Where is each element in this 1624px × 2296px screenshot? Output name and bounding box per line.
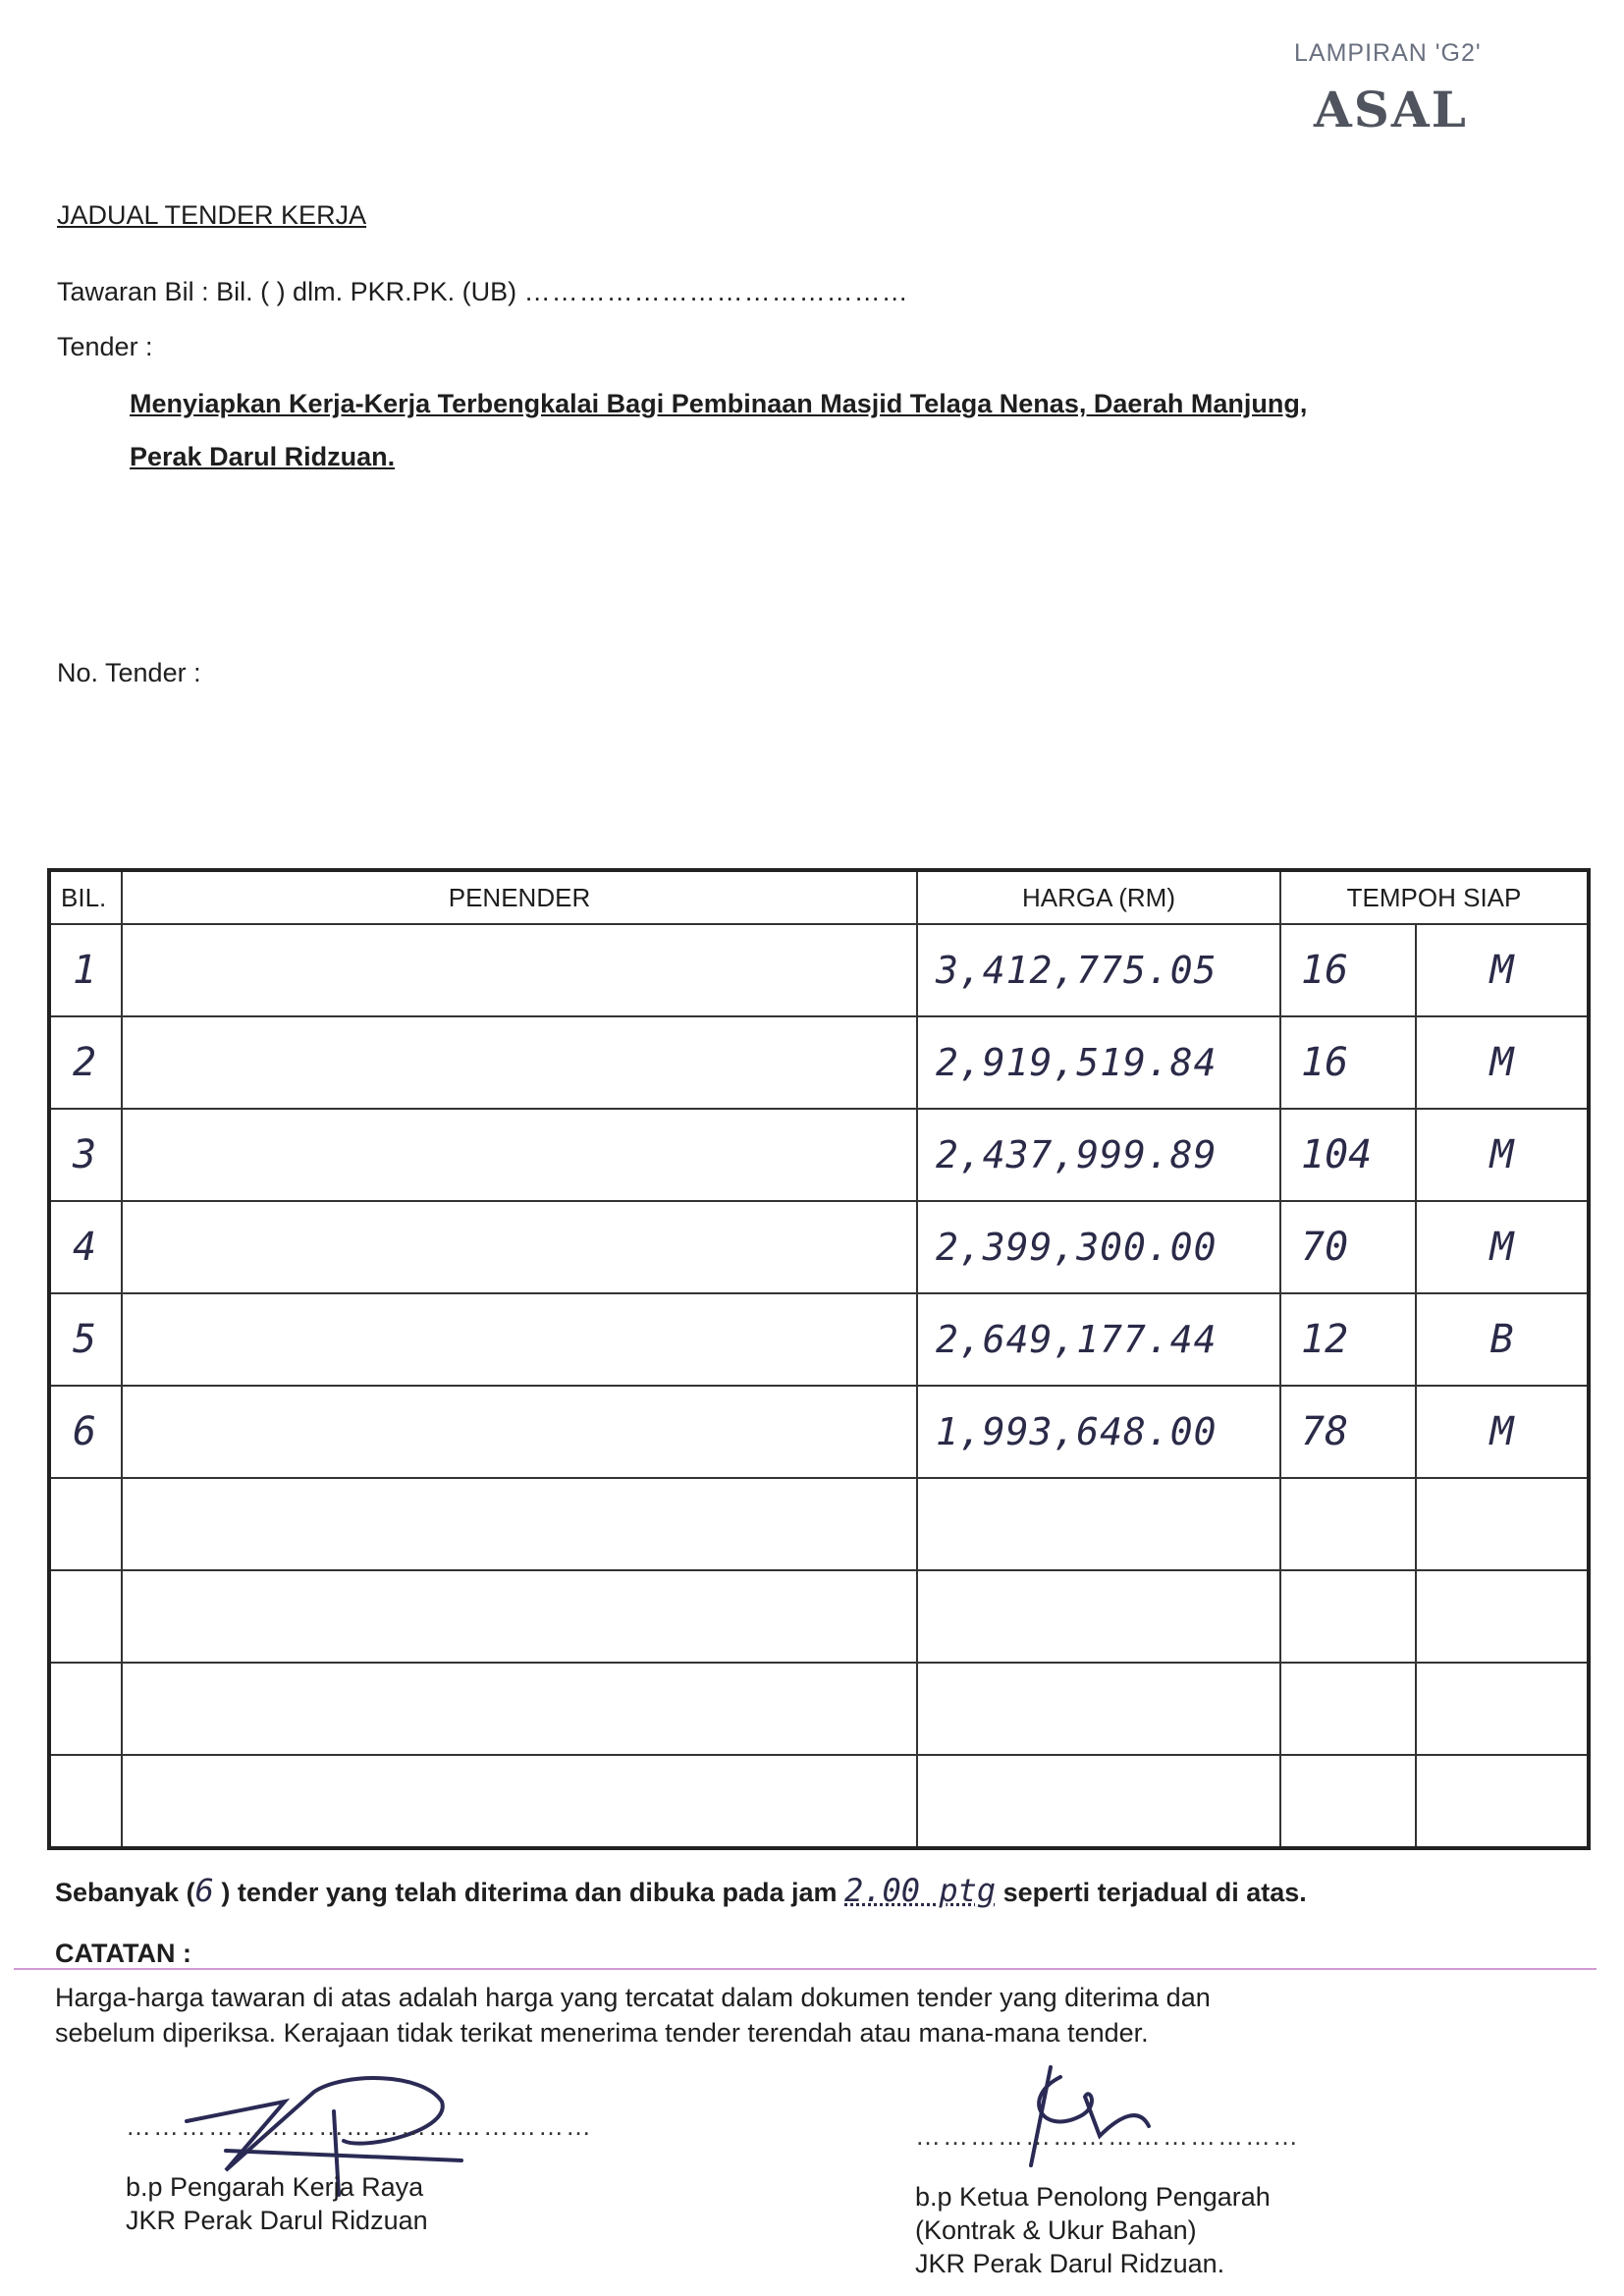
- cell-tempoh: 16: [1280, 924, 1416, 1016]
- cell-tempoh: [1280, 1570, 1416, 1663]
- tender-description-line2: Perak Darul Ridzuan.: [130, 442, 396, 471]
- summary-middle: ) tender yang telah diterima dan dibuka pada jam: [213, 1878, 844, 1907]
- cell-penender: [122, 1663, 917, 1755]
- cell-bil: 3: [49, 1109, 122, 1201]
- cell-penender: [122, 1201, 917, 1293]
- cell-harga: 2,399,300.00: [917, 1201, 1280, 1293]
- cell-bil: 1: [49, 924, 122, 1016]
- tawaran-line: [57, 277, 909, 307]
- cell-harga: 2,919,519.84: [917, 1016, 1280, 1109]
- right-signature-icon: [992, 2048, 1188, 2175]
- table-row: [49, 1570, 1589, 1663]
- cell-tempoh: 104: [1280, 1109, 1416, 1201]
- table-row: [49, 1478, 1589, 1570]
- tender-description-line1: Menyiapkan Kerja-Kerja Terbengkalai Bagi Pembinaan Masjid Telaga Nenas, Daerah Manjung,: [130, 389, 1308, 418]
- table-row: [49, 1663, 1589, 1755]
- catatan-note: [55, 1980, 1430, 2050]
- cell-tempoh: 12: [1280, 1293, 1416, 1386]
- header-harga: HARGA (RM): [917, 870, 1280, 924]
- tender-table: [47, 868, 1591, 1850]
- cell-unit: M: [1416, 1109, 1589, 1201]
- cell-harga: 2,437,999.89: [917, 1109, 1280, 1201]
- summary-line: [55, 1872, 1307, 1909]
- cell-tempoh: 70: [1280, 1201, 1416, 1293]
- cell-bil: 6: [49, 1386, 122, 1478]
- cell-unit: B: [1416, 1293, 1589, 1386]
- table-row: [49, 1109, 1589, 1201]
- left-signature-block: [126, 2170, 428, 2237]
- no-tender-label: No. Tender :: [57, 658, 201, 687]
- tender-label: Tender :: [57, 332, 153, 361]
- table-row: [49, 1016, 1589, 1109]
- cell-tempoh: [1280, 1755, 1416, 1848]
- cell-bil: 4: [49, 1201, 122, 1293]
- cell-unit: M: [1416, 1201, 1589, 1293]
- table-header-row: [49, 870, 1589, 924]
- cell-penender: [122, 1570, 917, 1663]
- cell-bil: [49, 1570, 122, 1663]
- catatan-line2: sebelum diperiksa. Kerajaan tidak terikat menerima tender terendah atau mana-mana tender.: [55, 2018, 1149, 2048]
- cell-bil: 5: [49, 1293, 122, 1386]
- cell-harga: [917, 1478, 1280, 1570]
- lampiran-label: LAMPIRAN 'G2': [1294, 39, 1482, 67]
- table-row: [49, 1386, 1589, 1478]
- cell-tempoh: 16: [1280, 1016, 1416, 1109]
- document-title: JADUAL TENDER KERJA: [57, 200, 367, 230]
- cell-unit: [1416, 1478, 1589, 1570]
- right-signature-line1: b.p Ketua Penolong Pengarah: [915, 2182, 1271, 2212]
- summary-prefix: Sebanyak (: [55, 1878, 195, 1907]
- cell-harga: [917, 1755, 1280, 1848]
- cell-penender: [122, 1755, 917, 1848]
- cell-tempoh: 78: [1280, 1386, 1416, 1478]
- catatan-heading: CATATAN :: [55, 1939, 191, 1968]
- summary-suffix: seperti terjadual di atas.: [996, 1878, 1307, 1907]
- right-signature-line3: JKR Perak Darul Ridzuan.: [915, 2249, 1225, 2278]
- cell-harga: 2,649,177.44: [917, 1293, 1280, 1386]
- cell-bil: 2: [49, 1016, 122, 1109]
- right-signature-dots: ……………………………………: [915, 2121, 1300, 2151]
- table-row: [49, 924, 1589, 1016]
- cell-tempoh: [1280, 1478, 1416, 1570]
- cell-unit: [1416, 1755, 1589, 1848]
- right-signature-block: [915, 2180, 1271, 2280]
- cell-unit: M: [1416, 1386, 1589, 1478]
- cell-bil: [49, 1755, 122, 1848]
- header-penender: PENENDER: [122, 870, 917, 924]
- table-row: [49, 1293, 1589, 1386]
- cell-penender: [122, 1478, 917, 1570]
- cell-unit: [1416, 1570, 1589, 1663]
- summary-count: 6: [194, 1872, 214, 1909]
- cell-unit: M: [1416, 924, 1589, 1016]
- cell-bil: [49, 1478, 122, 1570]
- catatan-line1: Harga-harga tawaran di atas adalah harga yang tercatat dalam dokumen tender yang diterima dan: [55, 1983, 1211, 2012]
- cell-penender: [122, 1386, 917, 1478]
- divider-line: [14, 1968, 1597, 1970]
- cell-harga: [917, 1570, 1280, 1663]
- header-tempoh-siap: TEMPOH SIAP: [1280, 870, 1589, 924]
- summary-time: 2.00 ptg: [844, 1872, 997, 1909]
- table-row: [49, 1755, 1589, 1848]
- cell-tempoh: [1280, 1663, 1416, 1755]
- cell-unit: M: [1416, 1016, 1589, 1109]
- header-bil: BIL.: [49, 870, 122, 924]
- left-signature-line1: b.p Pengarah Kerja Raya: [126, 2172, 424, 2202]
- asal-stamp: ASAL: [1314, 81, 1468, 138]
- cell-penender: [122, 924, 917, 1016]
- cell-harga: 3,412,775.05: [917, 924, 1280, 1016]
- tawaran-dots: ……………………………………: [523, 277, 909, 306]
- tawaran-label: Tawaran Bil : Bil. ( ) dlm. PKR.PK. (UB): [57, 277, 517, 306]
- cell-penender: [122, 1293, 917, 1386]
- cell-harga: [917, 1663, 1280, 1755]
- cell-unit: [1416, 1663, 1589, 1755]
- left-signature-dots: ……………………………………………: [126, 2111, 593, 2141]
- cell-bil: [49, 1663, 122, 1755]
- cell-penender: [122, 1016, 917, 1109]
- cell-penender: [122, 1109, 917, 1201]
- left-signature-line2: JKR Perak Darul Ridzuan: [126, 2206, 428, 2235]
- right-signature-line2: (Kontrak & Ukur Bahan): [915, 2215, 1197, 2245]
- cell-harga: 1,993,648.00: [917, 1386, 1280, 1478]
- table-row: [49, 1201, 1589, 1293]
